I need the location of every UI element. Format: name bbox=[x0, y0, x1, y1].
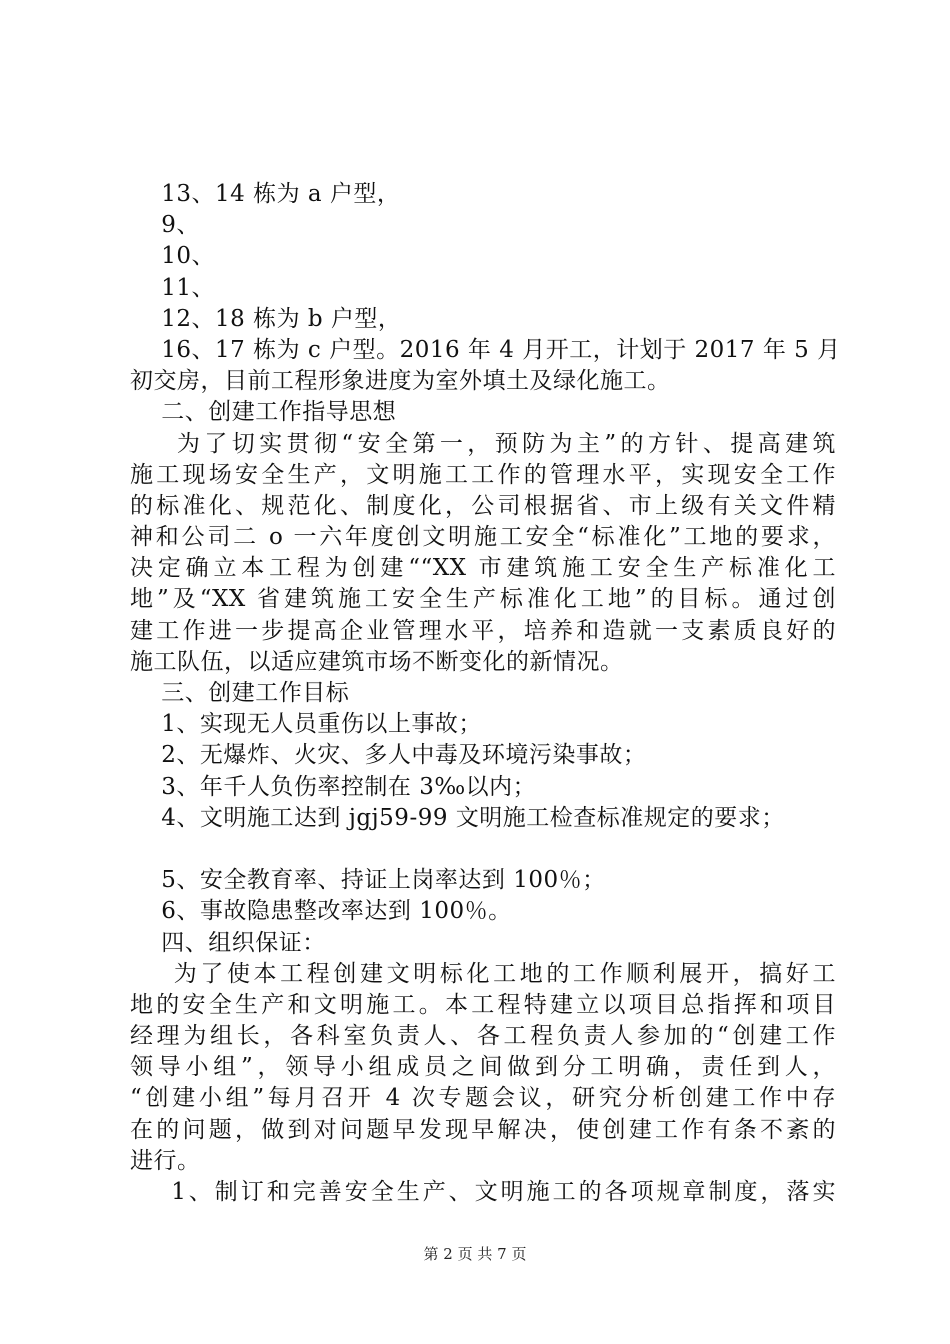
list-item: 1、实现无人员重伤以上事故； bbox=[130, 711, 482, 738]
paragraph-line: 9、 bbox=[130, 212, 200, 239]
paragraph-line: 领导小组”，领导小组成员之间做到分工明确，责任到人， bbox=[130, 1054, 836, 1081]
paragraph-line: 决定确立本工程为创建““XX 市建筑施工安全生产标准化工 bbox=[130, 555, 836, 582]
paragraph-line: 施工现场安全生产，文明施工工作的管理水平，实现安全工作 bbox=[130, 461, 836, 488]
list-item: 2、无爆炸、火灾、多人中毒及环境污染事故； bbox=[130, 742, 647, 769]
paragraph-line: 经理为组长，各科室负责人、各工程负责人参加的“创建工作 bbox=[130, 1023, 836, 1050]
paragraph-line: 神和公司二 o 一六年度创文明施工安全“标准化”工地的要求， bbox=[130, 524, 836, 551]
paragraph-line: 地”及“XX 省建筑施工安全生产标准化工地”的目标。通过创 bbox=[130, 586, 836, 613]
section-heading: 四、组织保证： bbox=[130, 929, 326, 956]
list-item: 5、安全教育率、持证上岗率达到 100％； bbox=[130, 867, 606, 894]
paragraph-line: 12、18 栋为 b 户型， bbox=[130, 305, 402, 332]
paragraph-line: 地的安全生产和文明施工。本工程特建立以项目总指挥和项目 bbox=[130, 991, 836, 1018]
paragraph-line: 为了切实贯彻“安全第一，预防为主”的方针、提高建筑 bbox=[130, 430, 836, 457]
paragraph-line: 在的问题，做到对问题早发现早解决，使创建工作有条不紊的 bbox=[130, 1116, 836, 1143]
blank-line bbox=[130, 834, 836, 865]
paragraph-line: 16、17 栋为 c 户型。2016 年 4 月开工，计划于 2017 年 5 月 bbox=[130, 336, 841, 363]
paragraph-line: 10、 bbox=[130, 243, 216, 270]
paragraph-line: 施工队伍，以适应建筑市场不断变化的新情况。 bbox=[130, 648, 624, 675]
paragraph-line: “创建小组”每月召开 4 次专题会议，研究分析创建工作中存 bbox=[130, 1085, 836, 1112]
paragraph-line: 的标准化、规范化、制度化，公司根据省、市上级有关文件精 bbox=[130, 492, 836, 519]
page-number-footer: 第 2 页 共 7 页 bbox=[423, 1245, 527, 1263]
paragraph-line: 13、14 栋为 a 户型， bbox=[130, 181, 401, 207]
section-heading: 三、创建工作目标 bbox=[130, 680, 350, 706]
list-item: 4、文明施工达到 jgj59-99 文明施工检查标准规定的要求； bbox=[130, 804, 785, 831]
paragraph-line: 初交房，目前工程形象进度为室外填土及绿化施工。 bbox=[130, 368, 671, 395]
paragraph-line: 建工作进一步提高企业管理水平，培养和造就一支素质良好的 bbox=[130, 617, 836, 644]
document-body bbox=[130, 179, 841, 1208]
paragraph-line: 1、制订和完善安全生产、文明施工的各项规章制度，落实 bbox=[130, 1179, 836, 1205]
list-item: 3、年千人负伤率控制在 3‰以内； bbox=[130, 773, 537, 800]
list-item: 6、事故隐患整改率达到 100％。 bbox=[130, 898, 512, 925]
section-heading: 二、创建工作指导思想 bbox=[130, 399, 397, 426]
paragraph-line: 11、 bbox=[130, 274, 216, 301]
paragraph-line: 进行。 bbox=[130, 1147, 201, 1174]
paragraph-line: 为了使本工程创建文明标化工地的工作顺利展开，搞好工 bbox=[130, 960, 836, 987]
